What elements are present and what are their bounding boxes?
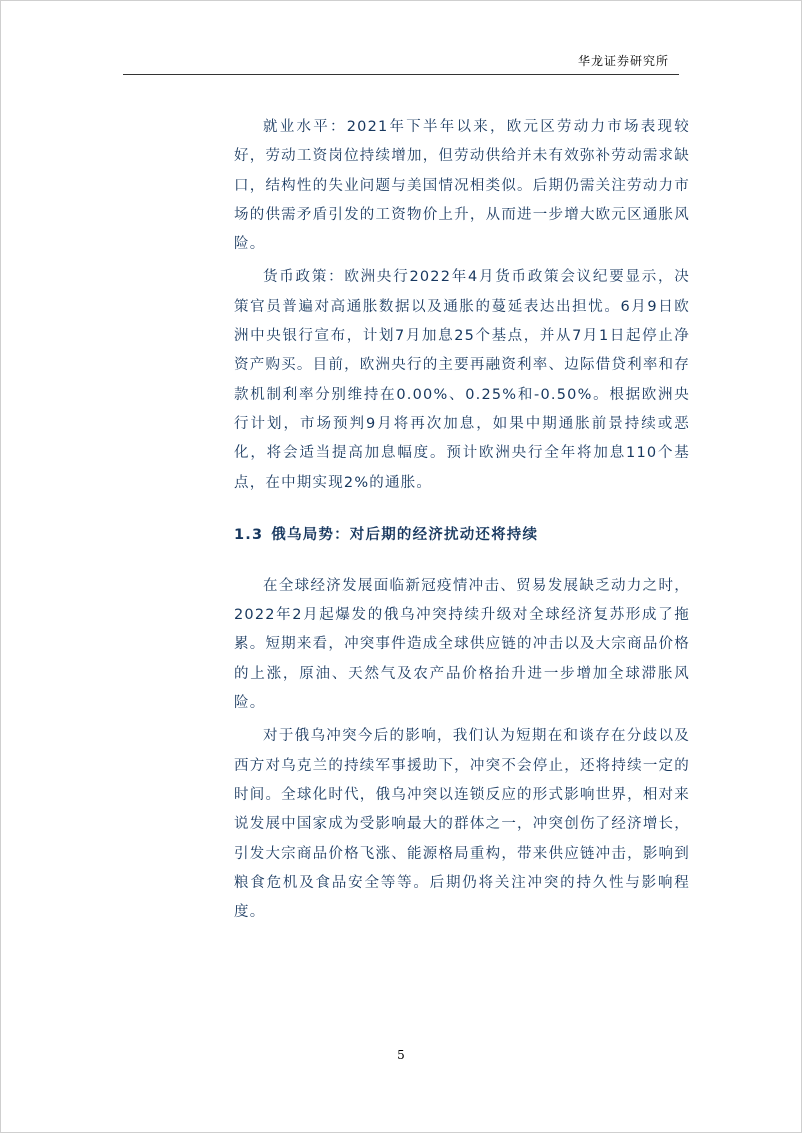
paragraph-monetary-policy: 货币政策：欧洲央行2022年4月货币政策会议纪要显示，决策官员普遍对高通胀数据以及通胀的蔓延表达出担忧。6月9日欧洲中央银行宣布，计划7月加息25个基点，并从7月1日起停止净资产购买。目前，欧洲央行的主要再融资利率、边际借贷利率和存款机制利率分别维持在0.00%、0.25%和-0.50%。根据欧洲央行计划，市场预判9月将再次加息，如果中期通胀前景持续或恶化，将会适当提高加息幅度。预计欧洲央行全年将加息110个基点，在中期实现2%的通胀。 [234,269,690,491]
page-header [123,50,679,75]
section-number: 1.3 [234,526,264,543]
section-heading [234,521,690,550]
section-title: 俄乌局势：对后期的经济扰动还将持续 [271,526,539,543]
header-org-name: 华龙证券研究所 [577,54,669,68]
page-number: 5 [397,1048,405,1062]
paragraph-employment: 就业水平：2021年下半年以来，欧元区劳动力市场表现较好，劳动工资岗位持续增加，但劳动供给并未有效弥补劳动需求缺口，结构性的失业问题与美国情况相类似。后期仍需关注劳动力市场的供需矛盾引发的工资物价上升，从而进一步增大欧元区通胀风险。 [234,119,690,253]
main-content [234,113,690,931]
paragraph-conflict-impact: 对于俄乌冲突今后的影响，我们认为短期在和谈存在分歧以及西方对乌克兰的持续军事援助下，冲突不会停止，还将持续一定的时间。全球化时代，俄乌冲突以连锁反应的形式影响世界，相对来说发展中国家成为受影响最大的群体之一，冲突创伤了经济增长，引发大宗商品价格飞涨、能源格局重构，带来供应链冲击，影响到粮食危机及食品安全等等。后期仍将关注冲突的持久性与影响程度。 [234,728,690,921]
paragraph-global-economy: 在全球经济发展面临新冠疫情冲击、贸易发展缺乏动力之时，2022年2月起爆发的俄乌冲突持续升级对全球经济复苏形成了拖累。短期来看，冲突事件造成全球供应链的冲击以及大宗商品价格的上涨，原油、天然气及农产品价格抬升进一步增加全球滞胀风险。 [234,577,690,712]
